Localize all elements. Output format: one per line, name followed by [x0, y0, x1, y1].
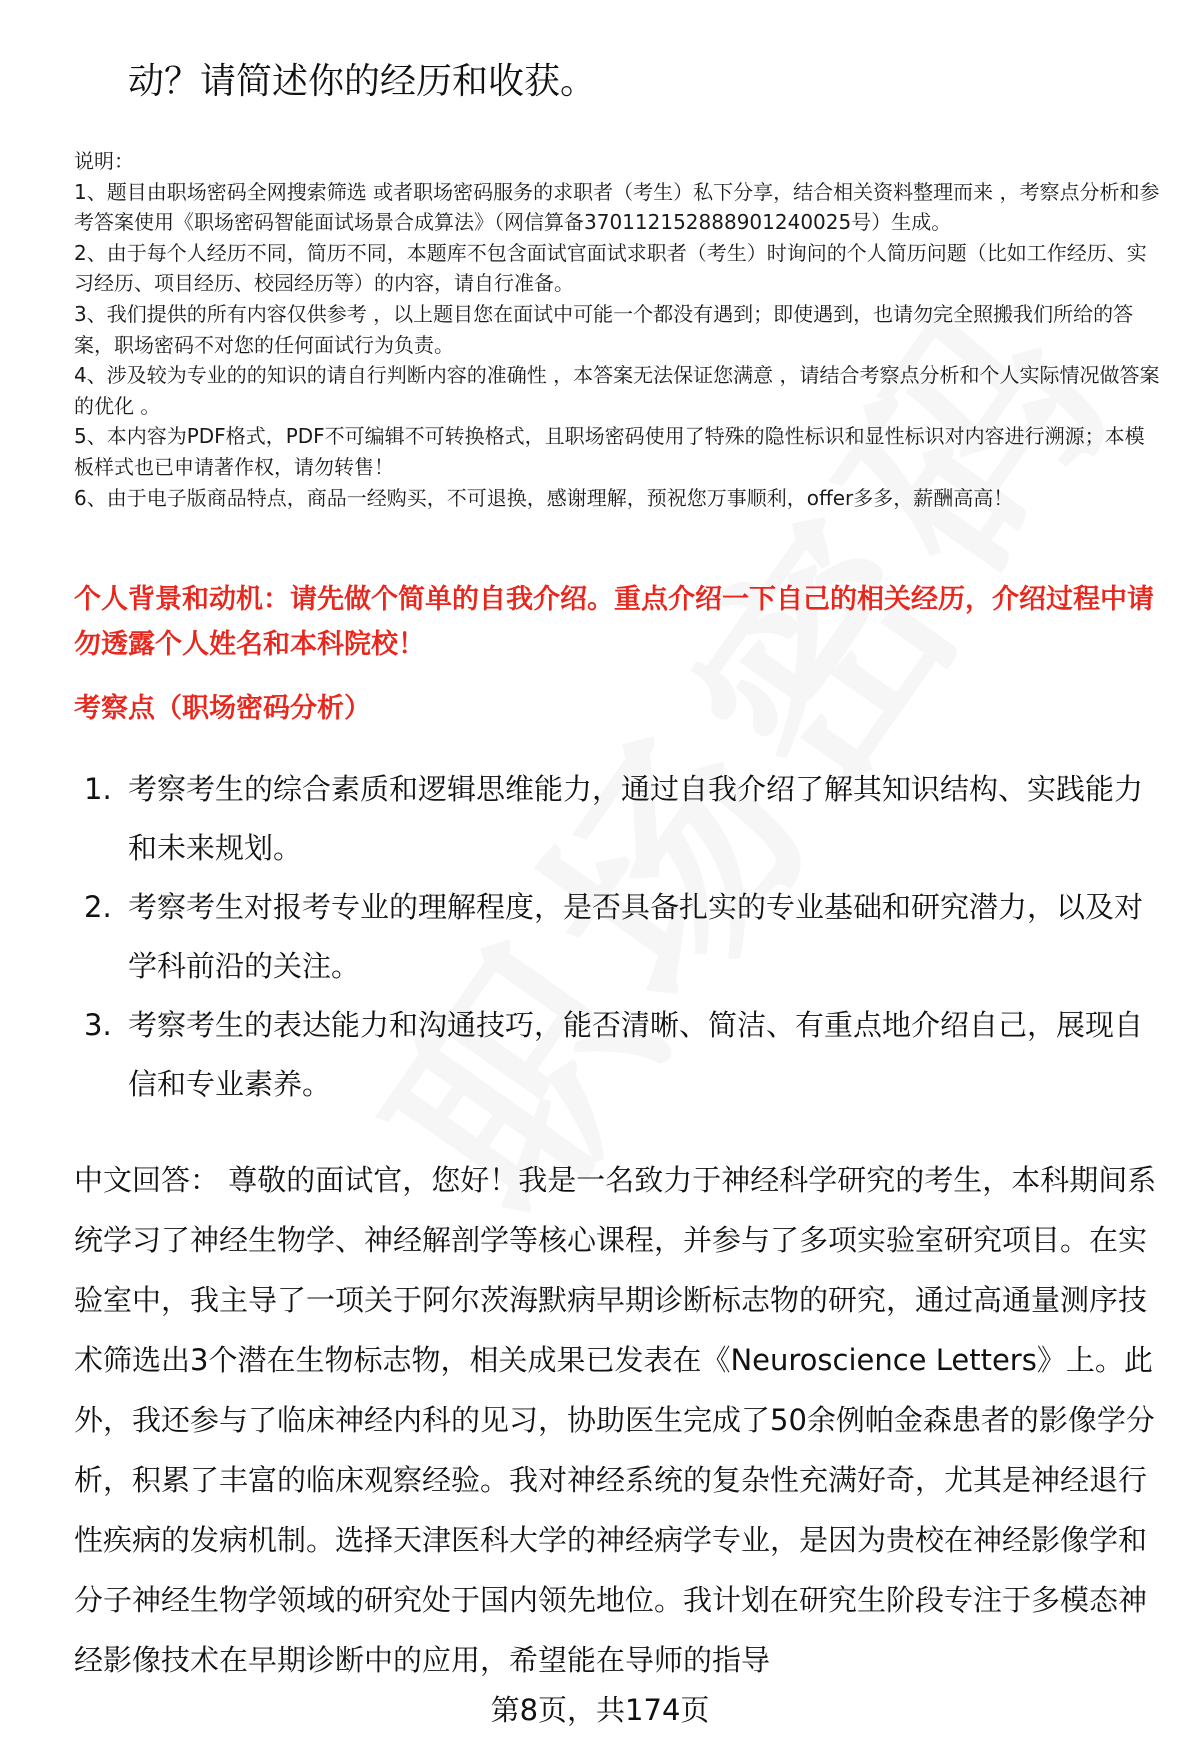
notes-item: 1、题目由职场密码全网搜索筛选 或者职场密码服务的求职者（考生）私下分享，结合相关资料整理而来 ，考察点分析和参考答案使用《职场密码智能面试场景合成算法》（网信算备370112152888901240025号）生成。	[74, 179, 1160, 235]
notes-item: 2、由于每个人经历不同，简历不同，本题库不包含面试官面试求职者（考生）时询问的个人简历问题（比如工作经历、实习经历、项目经历、校园经历等）的内容，请自行准备。	[74, 240, 1147, 296]
analysis-point	[74, 760, 1164, 878]
answer-label: 中文回答：	[74, 1163, 220, 1197]
continued-question-title: 动？请简述你的经历和收获。	[128, 61, 597, 102]
notes-heading: 说明：	[74, 149, 134, 173]
notes-section	[74, 146, 1164, 513]
analysis-point-number: 1.	[84, 772, 112, 806]
analysis-point-text: 考察考生对报考专业的理解程度，是否具备扎实的专业基础和研究潜力，以及对学科前沿的关注。	[128, 890, 1144, 983]
analysis-point-text: 考察考生的表达能力和沟通技巧，能否清晰、简洁、有重点地介绍自己，展现自信和专业素养。	[128, 1008, 1144, 1101]
analysis-point-number: 3.	[84, 1008, 112, 1042]
analysis-point-number: 2.	[84, 890, 112, 924]
answer-text: 尊敬的面试官，您好！我是一名致力于神经科学研究的考生，本科期间系统学习了神经生物学、神经解剖学等核心课程，并参与了多项实验室研究项目。在实验室中，我主导了一项关于阿尔茨海默病早期诊断标志物的研究，通过高通量测序技术筛选出3个潜在生物标志物，相关成果已发表在《Neuroscience Letters》上。此外，我还参与了临床神经内科的见习，协助医生完成了50余例帕金森患者的影像学分析，积累了丰富的临床观察经验。我对神经系统的复杂性充满好奇，尤其是神经退行性疾病的发病机制。选择天津医科大学的神经病学专业，是因为贵校在神经影像学和分子神经生物学领域的研究处于国内领先地位。我计划在研究生阶段专注于多模态神经影像技术在早期诊断中的应用，希望能在导师的指导	[74, 1163, 1157, 1677]
analysis-heading: 考察点（职场密码分析）	[74, 693, 371, 724]
answer-paragraph	[74, 1150, 1164, 1690]
page-footer: 第8页，共174页	[490, 1693, 710, 1727]
question-heading: 个人背景和动机：请先做个简单的自我介绍。重点介绍一下自己的相关经历，介绍过程中请勿透露个人姓名和本科院校！	[74, 584, 1154, 660]
notes-item: 4、涉及较为专业的的知识的请自行判断内容的准确性 ，本答案无法保证您满意 ，请结合考察点分析和个人实际情况做答案的优化 。	[74, 363, 1160, 418]
analysis-point-text: 考察考生的综合素质和逻辑思维能力，通过自我介绍了解其知识结构、实践能力和未来规划。	[128, 772, 1144, 865]
analysis-point	[74, 878, 1164, 996]
analysis-points-list	[74, 760, 1164, 1114]
analysis-point	[74, 996, 1164, 1114]
notes-item: 6、由于电子版商品特点，商品一经购买，不可退换，感谢理解，预祝您万事顺利，offer多多，薪酬高高！	[74, 485, 1014, 510]
notes-item: 5、本内容为PDF格式，PDF不可编辑不可转换格式，且职场密码使用了特殊的隐性标识和显性标识对内容进行溯源；本模板样式也已申请著作权，请勿转售！	[74, 424, 1145, 479]
notes-item: 3、我们提供的所有内容仅供参考 ，以上题目您在面试中可能一个都没有遇到；即使遇到，也请勿完全照搬我们所给的答案，职场密码不对您的任何面试行为负责。	[74, 301, 1134, 357]
